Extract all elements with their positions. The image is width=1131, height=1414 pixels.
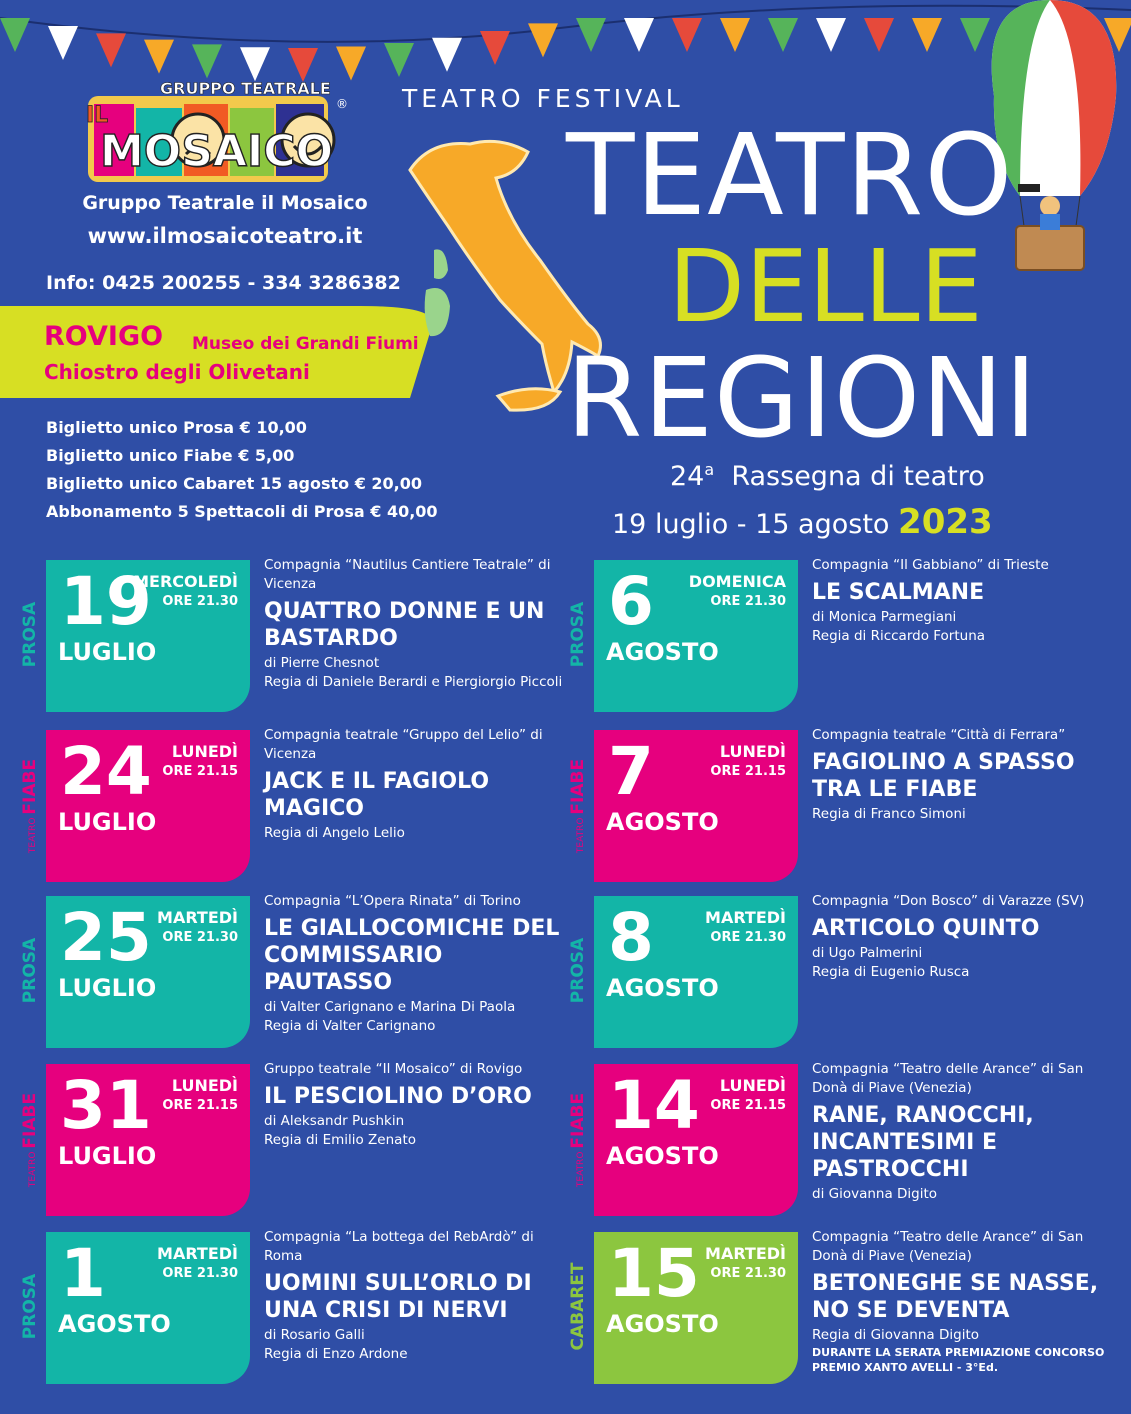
bunting-flag [720,18,750,52]
event-director: Regia di Emilio Zenato [264,1132,416,1148]
event-time: ORE 21.30 [710,594,786,609]
event-category [566,1064,590,1216]
venue-museo: Museo dei Grandi Fiumi [192,334,419,354]
event-title: JACK E IL FAGIOLO MAGICO [264,769,490,821]
event-date-card [594,560,798,712]
bunting-flag [768,18,798,52]
event-weekday-label: LUNEDÌ [719,1076,786,1095]
bunting-flag [384,43,414,77]
mosaico-logo [80,78,360,190]
date-range: 19 luglio - 15 agosto [612,509,890,540]
bunting-flag [288,48,318,82]
event-date-card [46,730,250,882]
event-company: Compagnia “Don Bosco” di Varazze (SV) [812,893,1085,909]
event-date-card [594,1232,798,1384]
logo-line3: MOSAICO [100,126,333,177]
event-category-label: PROSA [20,601,40,668]
bunting-flag [96,33,126,67]
event-month: LUGLIO [58,1142,157,1170]
event-details [812,892,1122,982]
event-weekday [689,570,786,610]
event-weekday-label: MARTEDÌ [157,1244,238,1263]
bunting-flag [816,18,846,52]
title-delle: DELLE [668,228,983,345]
bunting-flag [48,26,78,60]
event-time: ORE 21.15 [710,764,786,779]
bunting-flag [528,23,558,57]
event-director: Regia di Valter Carignano [264,1018,436,1034]
edition-text: Rassegna di teatro [731,461,985,492]
event-details [812,1228,1122,1375]
event-category [18,1064,42,1216]
event-weekday-label: LUNEDÌ [171,1076,238,1095]
event-weekday [705,906,786,946]
event-note: DURANTE LA SERATA PREMIAZIONE CONCORSO PREMIO XANTO AVELLI - 3°Ed. [812,1346,1105,1374]
bunting-flag [144,40,174,74]
event-author: di Monica Parmegiani [812,609,957,625]
event-month: LUGLIO [58,974,157,1002]
event-details [812,726,1122,824]
event-weekday [157,906,238,946]
event-category-prefix: TEATRO [576,1151,586,1188]
info-phone: Info: 0425 200255 - 334 3286382 [46,272,401,294]
event-month: AGOSTO [606,638,719,666]
event-details [812,556,1122,646]
event-title: QUATTRO DONNE E UN BASTARDO [264,599,545,651]
date-range-line [612,502,993,542]
event-time: ORE 21.15 [162,764,238,779]
bunting-flag [432,38,462,72]
event-weekday-label: MARTEDÌ [705,1244,786,1263]
event-category-label: CABARET [568,1262,588,1351]
bunting-flag [240,47,270,81]
event-details [264,1060,574,1150]
event-weekday-label: DOMENICA [688,572,786,591]
event-director: Regia di Riccardo Fortuna [812,628,986,644]
bunting-flag [576,18,606,52]
event-month: AGOSTO [606,1142,719,1170]
logo-line2: IL [86,103,109,128]
event-company: Compagnia “Nautilus Cantiere Teatrale” di Vicenza [264,557,551,592]
event-company: Compagnia “La bottega del RebArdò” di Roma [264,1229,534,1264]
event-month: AGOSTO [58,1310,171,1338]
event-day: 7 [608,733,654,810]
event-category-label: PROSA [20,1273,40,1340]
event-director: Regia di Enzo Ardone [264,1346,408,1362]
price-item: Abbonamento 5 Spettacoli di Prosa € 40,00 [46,502,438,521]
event-company: Compagnia “Teatro delle Arance” di San Donà di Piave (Venezia) [812,1229,1084,1264]
event-category [566,560,590,712]
event-month: LUGLIO [58,638,157,666]
event-day: 8 [608,899,654,976]
event-day: 6 [608,563,654,640]
event-company: Compagnia “Teatro delle Arance” di San Donà di Piave (Venezia) [812,1061,1084,1096]
event-weekday-label: MERCOLEDÌ [133,572,238,591]
event-category [566,896,590,1048]
event-author: Regia di Giovanna Digito [812,1327,980,1343]
event-category-prefix: TEATRO [28,817,38,854]
event-title: BETONEGHE SE NASSE, NO SE DEVENTA [812,1271,1099,1323]
event-time: ORE 21.30 [162,930,238,945]
event-weekday-label: LUNEDÌ [171,742,238,761]
event-category-prefix: TEATRO [576,817,586,854]
bunting-flag [624,18,654,52]
event-details [264,726,574,843]
event-title: LE GIALLOCOMICHE DEL COMMISSARIO PAUTASSO [264,916,560,995]
event-weekday [162,740,238,780]
price-item: Biglietto unico Prosa € 10,00 [46,418,307,437]
event-weekday-label: MARTEDÌ [157,908,238,927]
event-day: 1 [60,1235,106,1312]
org-name: Gruppo Teatrale il Mosaico [82,192,368,214]
event-category-prefix: TEATRO [28,1151,38,1188]
event-title: ARTICOLO QUINTO [812,916,1040,941]
event-author: Regia di Franco Simoni [812,806,966,822]
event-weekday [710,740,786,780]
bunting-flag [480,31,510,65]
event-author: di Aleksandr Pushkin [264,1113,405,1129]
bunting-flag [672,18,702,52]
event-month: LUGLIO [58,808,157,836]
event-author: di Rosario Galli [264,1327,365,1343]
event-title: LE SCALMANE [812,580,985,605]
event-company: Gruppo teatrale “Il Mosaico” di Rovigo [264,1061,523,1077]
event-weekday [705,1242,786,1282]
event-weekday-label: MARTEDÌ [705,908,786,927]
venue-city: ROVIGO [44,321,164,352]
festival-label: TEATRO FESTIVAL [402,84,684,113]
venue-chiostro: Chiostro degli Olivetani [44,360,310,384]
price-item: Biglietto unico Cabaret 15 agosto € 20,00 [46,474,422,493]
event-author: di Giovanna Digito [812,1186,938,1202]
bunting-flag [864,18,894,52]
bunting-flag [912,18,942,52]
event-category-label: FIABE [568,1092,588,1149]
event-month: AGOSTO [606,1310,719,1338]
event-time: ORE 21.30 [710,930,786,945]
title-regioni: REGIONI [566,334,1038,462]
event-date-card [46,560,250,712]
event-day: 19 [60,563,152,640]
event-director: Regia di Eugenio Rusca [812,964,970,980]
event-category-label: FIABE [568,758,588,815]
event-company: Compagnia teatrale “Città di Ferrara” [812,727,1066,743]
event-day: 15 [608,1235,700,1312]
event-time: ORE 21.30 [162,1266,238,1281]
event-day: 14 [608,1067,700,1144]
title-teatro: TEATRO [566,111,1014,241]
event-details [264,556,574,692]
event-time: ORE 21.30 [162,594,238,609]
event-day: 25 [60,899,152,976]
edition-line [670,460,985,492]
event-weekday [710,1074,786,1114]
event-title: FAGIOLINO A SPASSO TRA LE FIABE [812,750,1075,802]
event-author: di Pierre Chesnot [264,655,380,671]
event-company: Compagnia teatrale “Gruppo del Lelio” di Vicenza [264,727,543,762]
bunting-flag [336,47,366,81]
edition-number: 24 [670,461,705,492]
event-company: Compagnia “L’Opera Rinata” di Torino [264,893,521,909]
event-date-card [594,1064,798,1216]
event-month: AGOSTO [606,808,719,836]
event-time: ORE 21.30 [710,1266,786,1281]
event-category [566,1232,590,1384]
event-category-label: FIABE [20,1092,40,1149]
event-details [264,1228,574,1364]
event-category [566,730,590,882]
event-category-label: PROSA [568,601,588,668]
price-item: Biglietto unico Fiabe € 5,00 [46,446,295,465]
event-date-card [594,896,798,1048]
website-link[interactable]: www.ilmosaicoteatro.it [87,224,363,248]
event-category [18,730,42,882]
event-date-card [46,896,250,1048]
event-author: di Ugo Palmerini [812,945,923,961]
event-director: Regia di Daniele Berardi e Piergiorgio Piccoli [264,674,563,690]
event-title: IL PESCIOLINO D’ORO [264,1084,532,1109]
event-time: ORE 21.15 [162,1098,238,1113]
event-time: ORE 21.15 [710,1098,786,1113]
event-category-label: PROSA [20,937,40,1004]
event-title: RANE, RANOCCHI, INCANTESIMI E PASTROCCHI [812,1103,1034,1182]
festival-year: 2023 [898,502,993,542]
event-weekday [157,1242,238,1282]
event-title: UOMINI SULL’ORLO DI UNA CRISI DI NERVI [264,1271,532,1323]
event-weekday [162,1074,238,1114]
logo-registered: ® [336,97,348,111]
event-author: di Valter Carignano e Marina Di Paola [264,999,516,1015]
event-weekday-label: LUNEDÌ [719,742,786,761]
event-category-label: FIABE [20,758,40,815]
event-details [264,892,574,1036]
event-weekday [133,570,238,610]
event-date-card [46,1064,250,1216]
logo-line1: GRUPPO TEATRALE [160,79,331,98]
event-day: 24 [60,733,152,810]
event-category-label: PROSA [568,937,588,1004]
event-category [18,896,42,1048]
price-list [46,414,438,526]
event-category [18,560,42,712]
event-details [812,1060,1122,1204]
bunting-flag [192,44,222,78]
event-day: 31 [60,1067,152,1144]
event-date-card [46,1232,250,1384]
edition-sup: a [704,460,715,479]
event-category [18,1232,42,1384]
event-month: AGOSTO [606,974,719,1002]
event-author: Regia di Angelo Lelio [264,825,405,841]
bunting-flag [0,18,30,52]
event-date-card [594,730,798,882]
event-company: Compagnia “Il Gabbiano” di Trieste [812,557,1049,573]
